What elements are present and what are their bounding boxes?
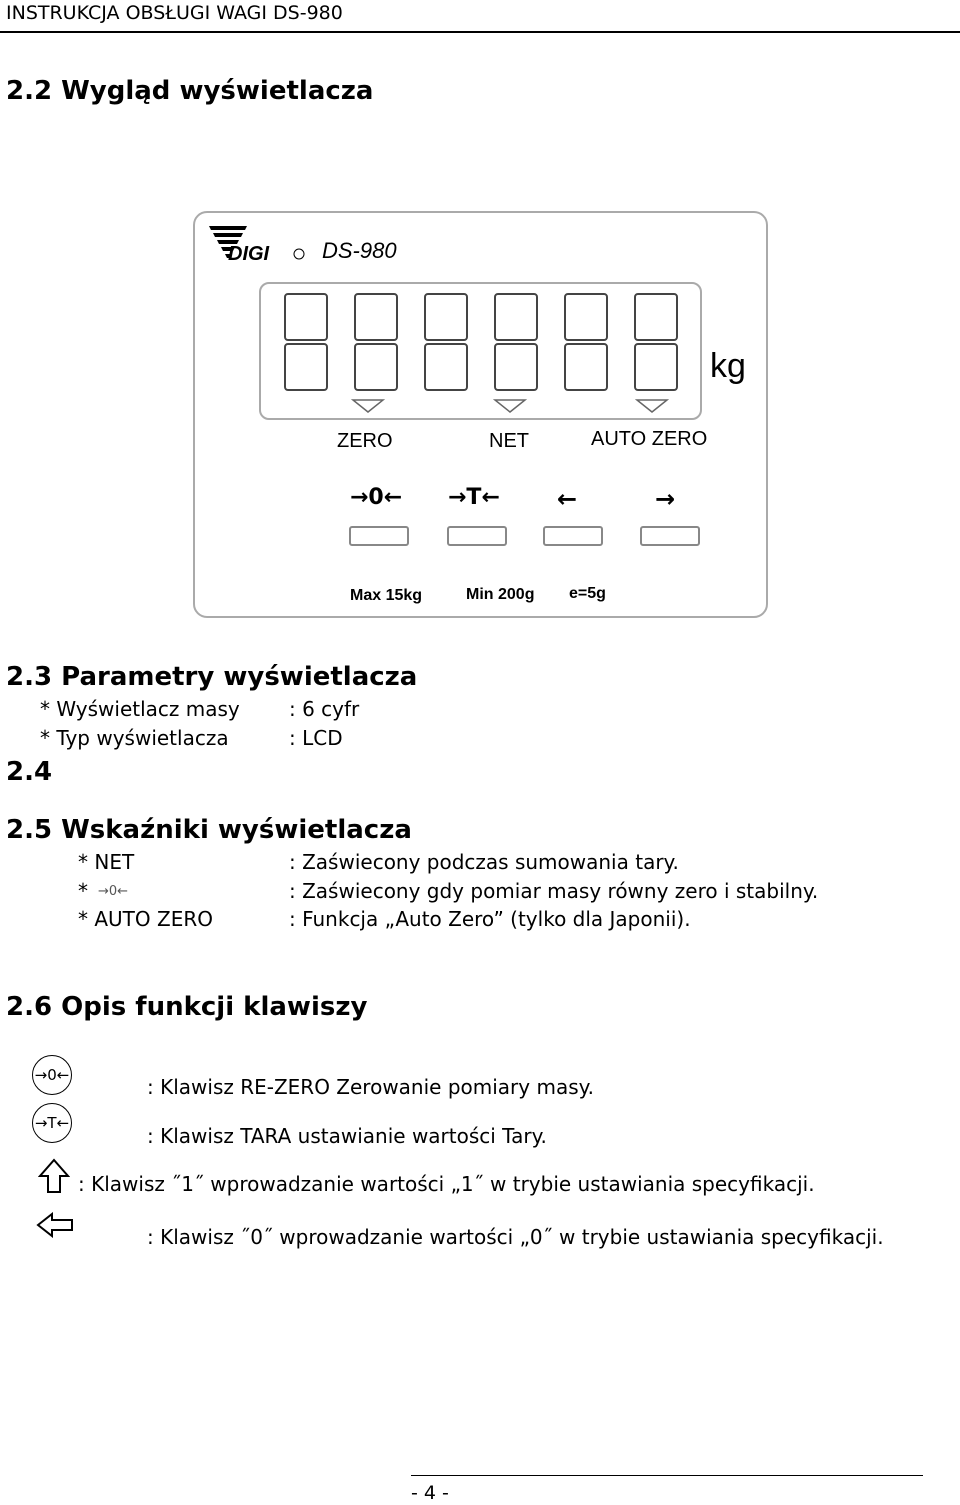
spec-min: Min 200g <box>466 586 535 603</box>
key-description: : Klawisz ˝1˝ wprowadzanie wartości „1˝ w trybie ustawiania specyfikacji. <box>78 1172 815 1196</box>
indicator-net-label: NET <box>489 430 529 452</box>
tare-key-icon: →T← <box>32 1103 72 1143</box>
left-arrow-key-symbol: ← <box>557 485 578 513</box>
unit-label: kg <box>710 347 746 385</box>
zero-key-symbol: →0← <box>350 485 403 510</box>
spec-e: e=5g <box>569 585 606 602</box>
param-value: : 6 cyfr <box>289 697 360 721</box>
spec-max: Max 15kg <box>350 587 423 604</box>
param-value: : LCD <box>289 726 343 750</box>
indicator-auto-zero-label: AUTO ZERO <box>591 428 708 450</box>
indicator-row-label: * <box>78 879 88 903</box>
header-divider <box>0 31 960 33</box>
tare-key-button[interactable] <box>447 526 507 546</box>
section-2-2-heading: 2.2 Wygląd wyświetlacza <box>6 76 374 106</box>
model-name: DS-980 <box>322 238 397 263</box>
left-arrow-key-button[interactable] <box>543 526 603 546</box>
indicator-row-value: : Zaświecony podczas sumowania tary. <box>289 850 679 874</box>
key-description: : Klawisz TARA ustawianie wartości Tary. <box>147 1124 547 1148</box>
right-arrow-key-button[interactable] <box>640 526 700 546</box>
zero-key-button[interactable] <box>349 526 409 546</box>
section-2-4-heading: 2.4 <box>6 757 53 787</box>
right-arrow-key-symbol: → <box>655 485 676 513</box>
indicator-row-label: * NET <box>78 850 135 874</box>
page-number: - 4 - <box>411 1482 449 1504</box>
document-header: INSTRUKCJA OBSŁUGI WAGI DS-980 <box>6 2 343 24</box>
tare-key-symbol: →T← <box>448 485 500 510</box>
indicator-row-value: : Zaświecony gdy pomiar masy równy zero i stabilny. <box>289 879 819 903</box>
up-arrow-key-icon <box>38 1158 70 1194</box>
section-2-6-heading: 2.6 Opis funkcji klawiszy <box>6 992 368 1022</box>
indicator-row-value: : Funkcja „Auto Zero” (tylko dla Japonii). <box>289 907 691 931</box>
param-label: * Typ wyświetlacza <box>40 726 229 750</box>
key-description: : Klawisz ˝0˝ wprowadzanie wartości „0˝ w trybie ustawiania specyfikacji. <box>147 1225 884 1249</box>
brand-name: DIGI <box>228 243 270 265</box>
param-label: * Wyświetlacz masy <box>40 697 240 721</box>
zero-indicator-icon: →0← <box>98 884 129 899</box>
key-description: : Klawisz RE-ZERO Zerowanie pomiary masy. <box>147 1075 594 1099</box>
zero-key-icon: →0← <box>32 1055 72 1095</box>
left-arrow-key-icon <box>36 1212 74 1238</box>
footer-divider <box>411 1475 923 1476</box>
section-2-5-heading: 2.5 Wskaźniki wyświetlacza <box>6 815 412 845</box>
seven-segment-digits <box>259 282 702 420</box>
indicator-zero-label: ZERO <box>337 430 393 452</box>
indicator-row-label: * AUTO ZERO <box>78 907 213 931</box>
section-2-3-heading: 2.3 Parametry wyświetlacza <box>6 662 418 692</box>
